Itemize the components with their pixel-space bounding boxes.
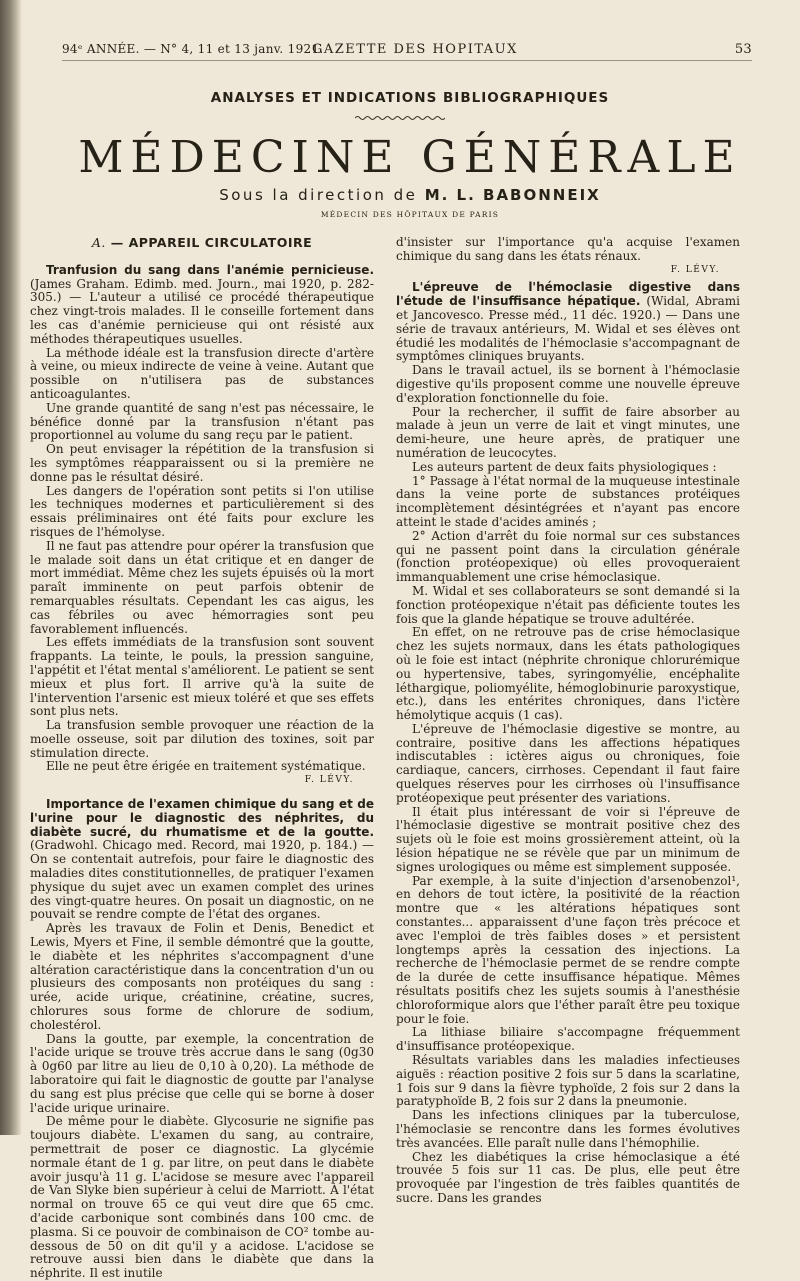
article-3-para-1: Dans une série de travaux antérieurs, M. Widal et ses élèves ont étudié les modalités de l'hémoclasie s'accompagnant de symptômes cliniques bruyants. bbox=[396, 307, 740, 364]
article-1-para-3: Une grande quantité de sang n'est pas nécessaire, le bénéfice donné par la transfusion n'étant pas proportionnel au volume du sang reçu par le patient. bbox=[30, 400, 374, 443]
article-3-para-14: Dans les infections cliniques par la tuberculose, l'hémoclasie se rencontre dans les formes évolutives très avancées. Elle paraît nulle dans l'hémophilie. bbox=[396, 1108, 740, 1150]
article-1-title: Tranfusion du sang dans l'anémie pernicieuse. bbox=[46, 262, 374, 277]
article-1-reference: (James Graham. Edimb. med. Journ., mai 1920, p. 282-305.) — bbox=[30, 276, 374, 305]
journal-name: GAZETTE DES HOPITAUX bbox=[312, 42, 518, 57]
article-1-para-5: Les dangers de l'opération sont petits si l'on utilise les techniques modernes et particulièrement si des essais préliminaires ont été faits pour exclure les risques de l'hémolyse. bbox=[30, 483, 374, 539]
article-1-para-4: On peut envisager la répétition de la transfusion si les symptômes réapparaissent ou si la première ne donne pas le résultat désiré. bbox=[30, 442, 374, 484]
article-3-para-7: M. Widal et ses collaborateurs se sont demandé si la fonction protéopexique n'était pas déficiente toutes les fois que la glande hépatique se trouve adultérée. bbox=[396, 583, 740, 626]
article-3-para-8: En effet, on ne retrouve pas de crise hémoclasique chez les sujets normaux, dans les états pathologiques où le foie est intact (néphrite chronique chlorurémique ou hypertensive, tabes, syringomyélie, encéphalite léthargique, poliomyélite, hémoglobinurie paroxystique, etc.), dans les entérites chroniques, dans l'ictère hémolytique acquis (1 cas). bbox=[396, 625, 740, 723]
article-2-continuation: d'insister sur l'importance qu'a acquise l'examen chimique du sang dans les états rénaux. bbox=[396, 235, 740, 263]
section-heading bbox=[30, 236, 374, 250]
wavy-rule bbox=[355, 115, 445, 121]
left-column bbox=[30, 236, 374, 1281]
article-2-title: Importance de l'examen chimique du sang et de l'urine pour le diagnostic des néphrites, du diabète sucré, du rhumatisme et de la goutte. bbox=[30, 797, 374, 839]
article-2-para-1: On se contentait autrefois, pour faire le diagnostic des maladies dites constitutionnelles, de pratiquer l'examen physique du sujet avec un examen complet des urines des vingt-quatre heures. On posait un diagnostic, on ne pouvait se rendre compte de l'état des organes. bbox=[30, 852, 374, 922]
article-3-para-3: Pour la rechercher, il suffit de faire absorber au malade à jeun un verre de lait et vingt minutes, une demi-heure, une heure après, de pratiquer une numération de leucocytes. bbox=[396, 404, 740, 460]
direction-prefix: Sous la direction de bbox=[219, 186, 418, 204]
article-3-lead bbox=[396, 281, 740, 364]
issue-info: 94ᵉ ANNÉE. — N° 4, 11 et 13 janv. 1921. bbox=[62, 42, 324, 56]
article-3-para-4: Les auteurs partent de deux faits physiologiques : bbox=[412, 459, 717, 474]
article-1-lead bbox=[30, 264, 374, 347]
article-3-para-6: 2° Action d'arrêt du foie normal sur ces substances qui ne passent point dans la circulation générale (fonction protéopexique) où elles provoqueraient immanquablement une crise hémoclasique. bbox=[396, 528, 740, 585]
director-affiliation: MÉDECIN DES HÔPITAUX DE PARIS bbox=[320, 210, 500, 219]
article-3-para-9: L'épreuve de l'hémoclasie digestive se montre, au contraire, positive dans les affections hépatiques indiscutables : ictères aigus ou chroniques, foie cardiaque, cancers, cirrhoses. Cependant il faut faire quelques réserves pour les cirrhoses où l'insuffisance protéopexique peut présenter des variations. bbox=[396, 721, 740, 805]
main-title: MÉDECINE GÉNÉRALE bbox=[78, 132, 742, 183]
page-number: 53 bbox=[734, 42, 752, 57]
article-2-signature: F. LÉVY. bbox=[670, 264, 720, 275]
article-2-para-2: Après les travaux de Folin et Denis, Benedict et Lewis, Myers et Fine, il semble démontré que la goutte, le diabète et les néphrites s'accompagnent d'une altération caractéristique dans la concentration d'un ou plusieurs des composants non protéiques du sang : urée, acide urique, créatinine, créatine, sucres, chlorures sous forme de chlorure de sodium, cholestérol. bbox=[30, 921, 374, 1032]
article-3-para-11: Par exemple, à la suite d'injection d'arsenobenzol¹, en dehors de tout ictère, la positivité de la réaction montre que « les altérations hépatiques sont constantes... apparaissent d'une façon très précoce et avec l'emploi de très faibles doses » et persistent longtemps après la cessation des injections. La recherche de l'hémoclasie permet de se rendre compte de la durée de cette insuffisance hépatique. Mêmes résultats positifs chez les sujets soumis à l'anesthésie chloroformique alors que l'éther paraît être peu toxique pour le foie. bbox=[396, 873, 740, 1026]
article-1-para-9: Elle ne peut être érigée en traitement systématique. bbox=[46, 759, 366, 774]
article-2-lead bbox=[30, 798, 374, 922]
article-1-para-7: Les effets immédiats de la transfusion sont souvent frappants. La teinte, le pouls, la pression sanguine, l'appétit et l'état mental s'améliorent. Le patient se sent mieux et plus fort. Il arrive qu'à la suite de l'intervention l'arsenic est mieux toléré et que ses effets sont plus nets. bbox=[30, 635, 374, 719]
section-banner: ANALYSES ET INDICATIONS BIBLIOGRAPHIQUES bbox=[210, 90, 610, 106]
article-1-para-1: L'auteur a utilisé ce procédé thérapeutique chez vingt-trois malades. Il le conseille fortement dans les cas d'anémie pernicieuse qui ont résisté aux méthodes thérapeutiques usuelles. bbox=[30, 290, 374, 346]
section-title: — APPAREIL CIRCULATOIRE bbox=[110, 235, 313, 250]
article-2-para-3: Dans la goutte, par exemple, la concentration de l'acide urique se trouve très accrue dans le sang (0g30 à 0g60 par litre au lieu de 0,10 à 0,20). La méthode de laboratoire qui fait le diagnostic de goutte par l'analyse du sang est plus précise que celle qui se borne à doser l'acide urique urinaire. bbox=[30, 1031, 374, 1115]
running-header bbox=[62, 42, 752, 61]
article-1-signature: F. LÉVY. bbox=[304, 775, 354, 786]
article-3-para-5: 1° Passage à l'état normal de la muqueuse intestinale dans la veine porte de substances protéiques incomplètement désintégrées et n'ayant pas encore atteint le stade d'acides aminés ; bbox=[396, 473, 740, 529]
article-2-reference: (Gradwohl. Chicago med. Record, mai 1920, p. 184.) — bbox=[30, 838, 374, 853]
section-letter: A. bbox=[91, 235, 106, 250]
article-3-para-2: Dans le travail actuel, ils se bornent à l'hémoclasie digestive qu'ils proposent comme une nouvelle épreuve d'exploration fonctionnelle du foie. bbox=[396, 363, 740, 405]
article-3-title: L'épreuve de l'hémoclasie digestive dans l'étude de l'insuffisance hépatique. bbox=[396, 280, 740, 309]
direction-line bbox=[60, 186, 760, 204]
article-1-para-6: Il ne faut pas attendre pour opérer la transfusion que le malade soit dans un état critique et en danger de mort immédiat. Même chez les sujets épuisés où la mort paraît imminente on peut parfois obtenir de remarquables résultats. Cependant les cas aigus, les cas fébriles ou avec hémorragies sont peu favorablement influencés. bbox=[30, 538, 374, 636]
book-spine-shadow bbox=[0, 0, 22, 1135]
article-3-para-12: La lithiase biliaire s'accompagne fréquemment d'insuffisance protéopexique. bbox=[396, 1025, 740, 1054]
article-1-para-8: La transfusion semble provoquer une réaction de la moelle osseuse, soit par dilution des toxines, soit par stimulation directe. bbox=[30, 718, 374, 760]
article-2-para-4: De même pour le diabète. Glycosurie ne signifie pas toujours diabète. L'examen du sang, au contraire, permettrait de poser ce diagnostic. La glycémie normale étant de 1 g. par litre, on peut dans le diabète avoir jusqu'à 11 g. L'acidose se mesure avec l'appareil de Van Slyke bien supérieur à celui de Marriott. À l'état normal on trouve 65 ce qui veut dire que 65 cmc. d'acide carbonique sont combinés dans 100 cmc. de plasma. Si ce pouvoir de combinaison de CO² tombe au-dessous de 50 on dit qu'il y a acidose. L'acidose se retrouve aussi bien dans le diabète que dans la néphrite. Il est inutile bbox=[30, 1114, 374, 1281]
right-column bbox=[396, 236, 740, 1206]
article-3-para-10: Il était plus intéressant de voir si l'épreuve de l'hémoclasie digestive se montrait positive chez des sujets où le foie est moins grossièrement atteint, où la lésion hépatique ne se révèle que par un minimum de signes urologiques ou même est simplement supposée. bbox=[396, 804, 740, 874]
article-3-para-13: Résultats variables dans les maladies infectieuses aiguës : réaction positive 2 fois sur 5 dans la scarlatine, 1 fois sur 9 dans la fièvre typhoïde, 2 fois sur 2 dans la paratyphoïde B, 2 fois sur 2 dans la pneumonie. bbox=[396, 1053, 740, 1109]
article-1-para-2: La méthode idéale est la transfusion directe d'artère à veine, ou mieux indirecte de veine à veine. Autant que possible on n'utilisera pas de substances anticoagulantes. bbox=[30, 345, 374, 401]
director-name: M. L. BABONNEIX bbox=[424, 186, 601, 204]
article-3-para-15: Chez les diabétiques la crise hémoclasique a été trouvée 5 fois sur 11 cas. De plus, elle peut être provoquée par l'ingestion de très faibles quantités de sucre. Dans les grandes bbox=[396, 1149, 740, 1205]
article-3-reference: (Widal, Abrami et Jancovesco. Presse méd., 11 déc. 1920.) — bbox=[396, 294, 740, 322]
